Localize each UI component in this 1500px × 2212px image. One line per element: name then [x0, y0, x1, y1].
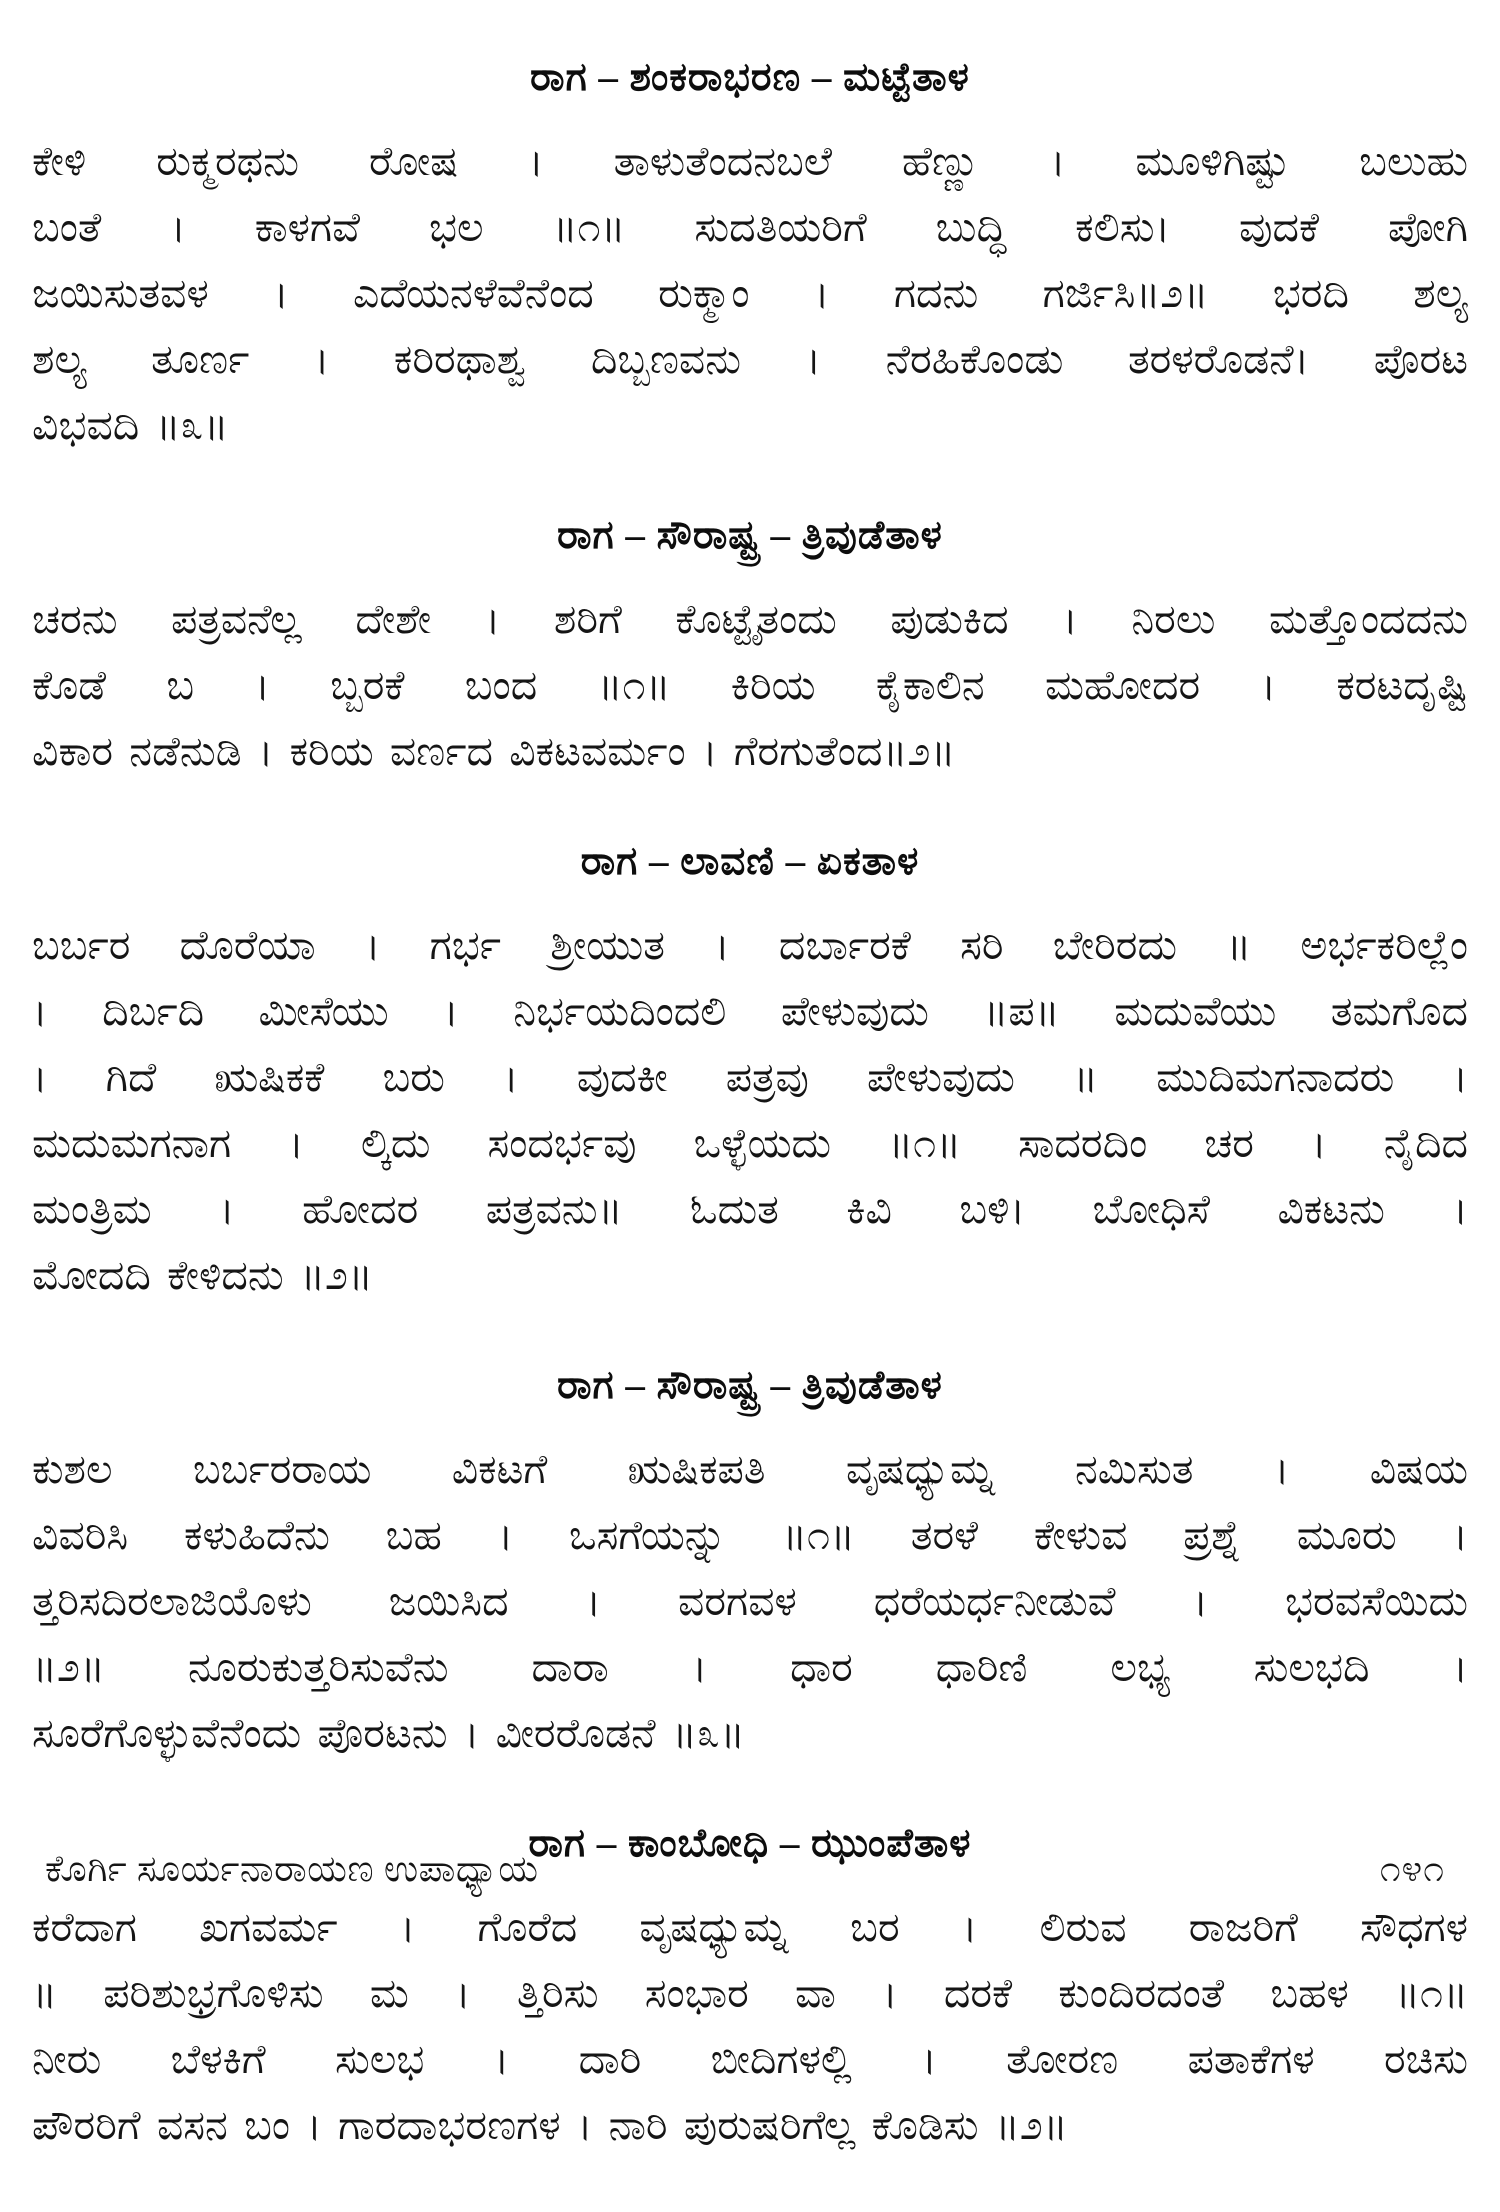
- raga-heading: ರಾಗ – ಸೌರಾಷ್ಟ್ರ – ತ್ರಿವುಡೆತಾಳ: [557, 1364, 943, 1407]
- stanza-line: ಚರನು ಪತ್ರವನೆಲ್ಲ ದೇಶೇ । ಶರಿಗೆ ಕೊಟ್ಟೈತಂದು ಪುಡುಕಿದ । ನಿರಲು ಮತ್ತೊಂದದನು: [32, 596, 1468, 642]
- raga-heading: ರಾಗ – ಲಾವಣಿ – ಏಕತಾಳ: [580, 840, 920, 883]
- raga-section-3: [32, 838, 1468, 1308]
- stanza-line: ಕುಶಲ ಬರ್ಬರರಾಯ ವಿಕಟಗೆ ಋಷಿಕಪತಿ ವೃಷಧ್ಯುಮ್ನ ನಮಿಸುತ । ವಿಷಯ: [32, 1446, 1468, 1492]
- stanza-line: ಪೌರರಿಗೆ ವಸನ ಬಂ । ಗಾರದಾಭರಣಗಳ । ನಾರಿ ಪುರುಷರಿಗೆಲ್ಲ ಕೊಡಿಸು ॥೨॥: [32, 2102, 1068, 2148]
- stanza-line: ಮೋದದಿ ಕೇಳಿದನು ॥೨॥: [32, 1252, 373, 1298]
- stanza-line: ಮದುಮಗನಾಗ । ಲ್ಕಿದು ಸಂದರ್ಭವು ಒಳ್ಳೆಯದು ॥೧॥ ಸಾದರದಿಂ ಚರ । ನೈದಿದ: [32, 1120, 1468, 1166]
- raga-heading: ರಾಗ – ಕಾಂಬೋಧಿ – ಝುಂಪೆತಾಳ: [528, 1822, 972, 1865]
- author-name: ಕೊರ್ಗಿ ಸೂರ್ಯನಾರಾಯಣ ಉಪಾಧ್ಯಾಯ: [45, 1849, 539, 1890]
- stanza-line: ಕರೆದಾಗ ಖಗವರ್ಮ । ಗೊರೆದ ವೃಷಧ್ಯುಮ್ನ ಬರ । ಲಿರುವ ರಾಜರಿಗೆ ಸೌಧಗಳ: [32, 1904, 1468, 1950]
- stanza: [32, 1436, 1468, 1766]
- raga-section-2: [32, 512, 1468, 784]
- stanza-line: ಬಂತೆ । ಕಾಳಗವೆ ಭಲ ॥೧॥ ಸುದತಿಯರಿಗೆ ಬುದ್ಧಿ ಕಲಿಸು। ವುದಕೆ ಪೋಗಿ: [32, 204, 1468, 250]
- stanza-line: ವಿಕಾರ ನಡೆನುಡಿ । ಕರಿಯ ವರ್ಣದ ವಿಕಟವರ್ಮಂ । ಗೆರಗುತೆಂದ॥೨॥: [32, 728, 956, 774]
- page-number: ೧೪೧: [1379, 1849, 1445, 1890]
- stanza-line: ॥೨॥ ನೂರುಕುತ್ತರಿಸುವೆನು ದಾರಾ । ಧಾರ ಧಾರಿಣಿ ಲಭ್ಯ ಸುಲಭದಿ ।: [32, 1644, 1468, 1690]
- stanza-line: ವಿಭವದಿ ॥೩॥: [32, 402, 229, 448]
- stanza-line: ಕೇಳಿ ರುಕ್ಮರಥನು ರೋಷ । ತಾಳುತೆಂದನಬಲೆ ಹೆಣ್ಣು । ಮೂಳಿಗಿಷ್ಟು ಬಲುಹು: [32, 138, 1468, 184]
- raga-section-4: [32, 1362, 1468, 1766]
- stanza: [32, 586, 1468, 784]
- stanza-line: ತ್ತರಿಸದಿರಲಾಜಿಯೊಳು ಜಯಿಸಿದ । ವರಗವಳ ಧರೆಯರ್ಧನೀಡುವೆ । ಭರವಸೆಯಿದು: [32, 1578, 1468, 1624]
- stanza-line: ಸೂರೆಗೊಳ್ಳುವೆನೆಂದು ಪೊರಟನು । ವೀರರೊಡನೆ ॥೩॥: [32, 1710, 745, 1756]
- raga-heading: ರಾಗ – ಶಂಕರಾಭರಣ – ಮಟ್ಟೆತಾಳ: [530, 56, 970, 99]
- raga-heading: ರಾಗ – ಸೌರಾಷ್ಟ್ರ – ತ್ರಿವುಡೆತಾಳ: [557, 514, 943, 557]
- stanza-line: । ಗಿದೆ ಋಷಿಕಕೆ ಬರು । ವುದಕೀ ಪತ್ರವು ಪೇಳುವುದು ॥ ಮುದಿಮಗನಾದರು ।: [32, 1054, 1468, 1100]
- stanza-line: ವಿವರಿಸಿ ಕಳುಹಿದೆನು ಬಹ । ಒಸಗೆಯನ್ನು ॥೧॥ ತರಳೆ ಕೇಳುವ ಪ್ರಶ್ನೆ ಮೂರು ।: [32, 1512, 1468, 1558]
- page-footer: [45, 1848, 1445, 1891]
- stanza-line: ಮಂತ್ರಿಮ । ಹೋದರ ಪತ್ರವನು॥ ಓದುತ ಕಿವಿ ಬಳಿ। ಬೋಧಿಸೆ ವಿಕಟನು ।: [32, 1186, 1468, 1232]
- stanza-line: ಜಯಿಸುತವಳ । ಎದೆಯನಳೆವೆನೆಂದ ರುಕ್ಮಾಂ । ಗದನು ಗರ್ಜಿಸಿ॥೨॥ ಭರದಿ ಶಲ್ಯ: [32, 270, 1468, 316]
- stanza: [32, 128, 1468, 458]
- stanza-line: ಬರ್ಬರ ದೊರೆಯಾ । ಗರ್ಭ ಶ್ರೀಯುತ । ದರ್ಬಾರಕೆ ಸರಿ ಬೇರಿರದು ॥ ಅರ್ಭಕರಿಲ್ಲೆಂ: [32, 922, 1468, 968]
- stanza-line: ಕೊಡೆ ಬ । ಬ್ಬರಕೆ ಬಂದ ॥೧॥ ಕಿರಿಯ ಕೈಕಾಲಿನ ಮಹೋದರ । ಕರಟದೃಷ್ಟಿ: [32, 662, 1468, 708]
- stanza: [32, 1894, 1468, 2158]
- stanza: [32, 912, 1468, 1308]
- stanza-line: ॥ ಪರಿಶುಭ್ರಗೊಳಿಸು ಮ । ತ್ತಿರಿಸು ಸಂಭಾರ ವಾ । ದರಕೆ ಕುಂದಿರದಂತೆ ಬಹಳ ॥೧॥: [32, 1970, 1468, 2016]
- stanza-line: ಶಲ್ಯ ತೂರ್ಣ । ಕರಿರಥಾಶ್ವ ದಿಬ್ಬಣವನು । ನೆರಹಿಕೊಂಡು ತರಳರೊಡನೆ। ಪೊರಟ: [32, 336, 1468, 382]
- stanza-line: । ದಿರ್ಬದಿ ಮೀಸೆಯು । ನಿರ್ಭಯದಿಂದಲಿ ಪೇಳುವುದು ॥ಪ॥ ಮದುವೆಯು ತಮಗೊದ: [32, 988, 1468, 1034]
- raga-section-1: [32, 54, 1468, 458]
- stanza-line: ನೀರು ಬೆಳಕಿಗೆ ಸುಲಭ । ದಾರಿ ಬೀದಿಗಳಲ್ಲಿ । ತೋರಣ ಪತಾಕೆಗಳ ರಚಿಸು: [32, 2036, 1468, 2082]
